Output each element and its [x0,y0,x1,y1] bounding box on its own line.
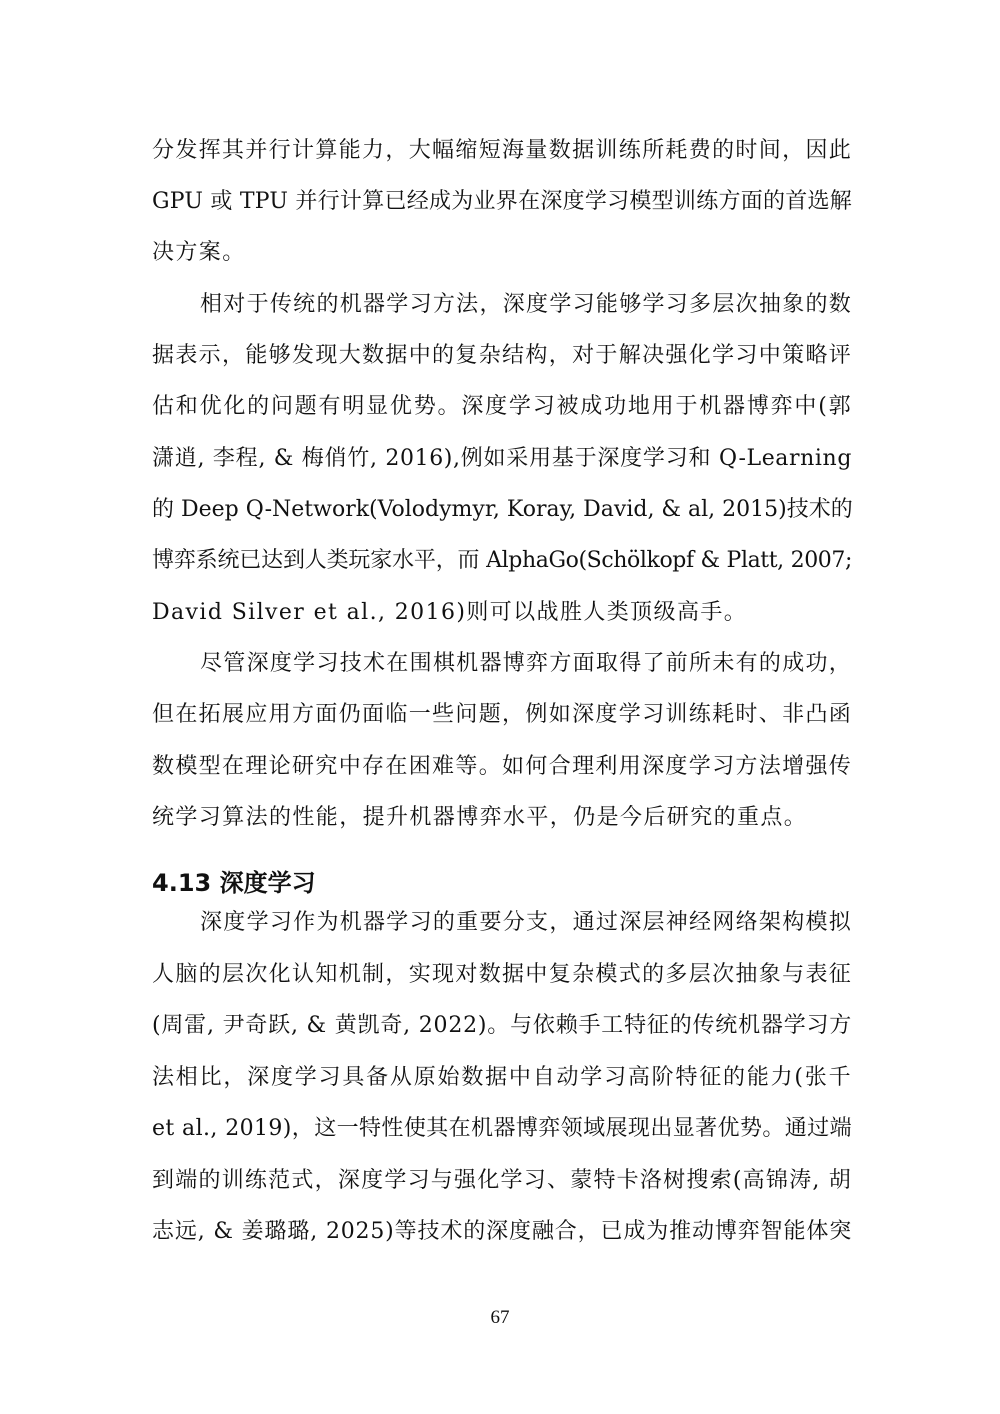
text-line: 潇逍, 李程, & 梅俏竹, 2016),例如采用基于深度学习和 Q-Learning [152,446,852,471]
section-heading: 4.13 深度学习 [152,869,316,897]
text-line: 数模型在理论研究中存在困难等。如何合理利用深度学习方法增强传 [152,754,852,779]
text-line: 相对于传统的机器学习方法，深度学习能够学习多层次抽象的数 [200,292,852,317]
text-line: 法相比，深度学习具备从原始数据中自动学习高阶特征的能力(张千 [152,1065,852,1090]
text-line: et al., 2019)，这一特性使其在机器博弈领域展现出显著优势。通过端 [152,1116,852,1141]
text-line: 深度学习作为机器学习的重要分支，通过深层神经网络架构模拟 [200,910,852,935]
text-line: GPU 或 TPU 并行计算已经成为业界在深度学习模型训练方面的首选解 [152,189,852,214]
text-line: 但在拓展应用方面仍面临一些问题，例如深度学习训练耗时、非凸函 [152,702,852,727]
text-line: 决方案。 [152,240,246,265]
text-line: 的 Deep Q-Network(Volodymyr, Koray, David, & al, 2015)技术的 [152,497,853,522]
page-number: 67 [490,1307,510,1328]
text-line: 统学习算法的性能，提升机器博弈水平，仍是今后研究的重点。 [152,805,808,830]
text-line: 尽管深度学习技术在围棋机器博弈方面取得了前所未有的成功， [200,651,852,676]
text-line: David Silver et al., 2016)则可以战胜人类顶级高手。 [152,600,748,625]
text-line: 人脑的层次化认知机制，实现对数据中复杂模式的多层次抽象与表征 [152,962,852,987]
text-line: (周雷, 尹奇跃, & 黄凯奇, 2022)。与依赖手工特征的传统机器学习方 [152,1013,853,1038]
text-line: 博弈系统已达到人类玩家水平，而 AlphaGo(Schölkopf & Platt, 2007; [152,548,852,573]
text-line: 估和优化的问题有明显优势。深度学习被成功地用于机器博弈中(郭 [152,394,852,419]
text-line: 分发挥其并行计算能力，大幅缩短海量数据训练所耗费的时间，因此 [152,138,852,163]
text-line: 据表示，能够发现大数据中的复杂结构，对于解决强化学习中策略评 [152,343,852,368]
text-line: 志远, & 姜璐璐, 2025)等技术的深度融合，已成为推动博弈智能体突 [152,1219,852,1244]
text-line: 到端的训练范式，深度学习与强化学习、蒙特卡洛树搜索(高锦涛, 胡 [152,1168,852,1193]
